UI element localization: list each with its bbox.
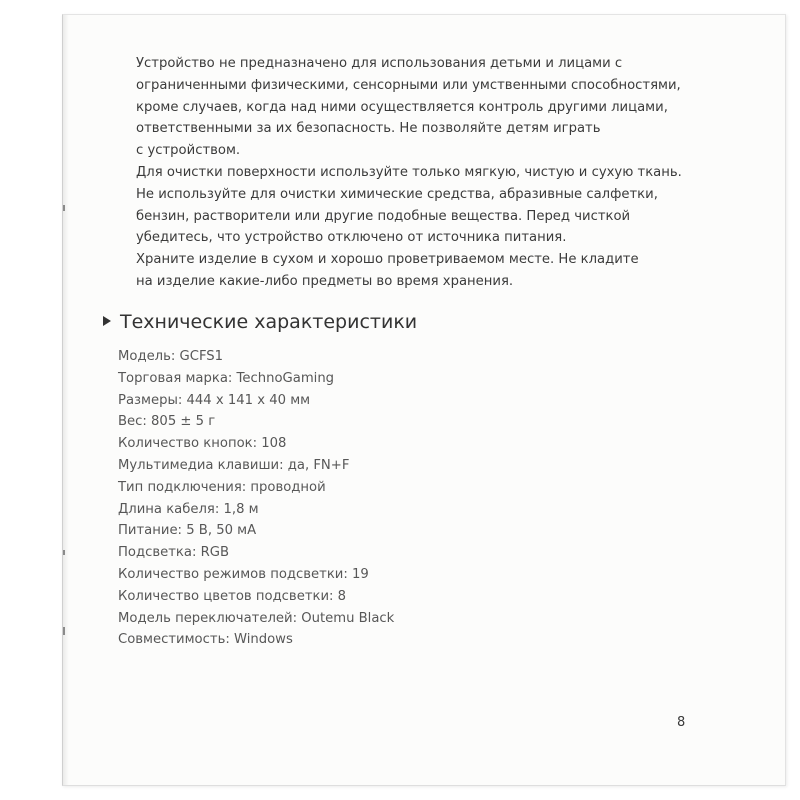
spine-shadow <box>63 15 69 785</box>
paragraph-line: Не используйте для очистки химические средства, абразивные салфетки, <box>136 186 658 202</box>
spec-item: Тип подключения: проводной <box>118 479 326 495</box>
spec-item: Питание: 5 В, 50 мА <box>118 523 257 539</box>
paragraph-line: убедитесь, что устройство отключено от источника питания. <box>136 230 567 246</box>
spec-item: Размеры: 444 x 141 x 40 мм <box>118 392 311 408</box>
document-page <box>62 14 786 786</box>
binding-mark <box>63 205 65 211</box>
page-number: 8 <box>677 715 686 730</box>
spec-item: Мультимедиа клавиши: да, FN+F <box>118 457 350 473</box>
paragraph-line: Храните изделие в сухом и хорошо проветриваемом месте. Не кладите <box>136 252 639 268</box>
safety-paragraph <box>136 53 736 293</box>
paragraph-line: кроме случаев, когда над ними осуществляется контроль другими лицами, <box>136 99 668 115</box>
paragraph-line: Устройство не предназначено для использования детьми и лицами с <box>136 56 623 71</box>
paragraph-line: ответственными за их безопасность. Не позволяйте детям играть <box>136 121 601 137</box>
paragraph-line: с устройством. <box>136 143 241 159</box>
spec-item: Торговая марка: TechnoGaming <box>118 370 335 386</box>
paragraph-line: Для очистки поверхности используйте только мягкую, чистую и сухую ткань. <box>136 164 682 180</box>
spec-item: Количество кнопок: 108 <box>118 436 287 452</box>
binding-mark <box>63 627 65 635</box>
spec-item: Длина кабеля: 1,8 м <box>118 501 259 517</box>
spec-item: Количество режимов подсветки: 19 <box>118 566 369 582</box>
section-heading <box>103 311 417 333</box>
spec-item: Модель переключателей: Outemu Black <box>118 610 395 626</box>
paragraph-line: на изделие какие-либо предметы во время хранения. <box>136 273 514 289</box>
section-title: Технические характеристики <box>120 311 418 333</box>
paragraph-line: бензин, растворители или другие подобные вещества. Перед чисткой <box>136 208 631 224</box>
triangle-bullet-icon <box>103 316 111 326</box>
spec-item: Модель: GCFS1 <box>118 349 224 364</box>
spec-item: Количество цветов подсветки: 8 <box>118 588 347 604</box>
spec-item: Вес: 805 ± 5 г <box>118 414 216 430</box>
binding-mark <box>63 550 65 555</box>
spec-item: Совместимость: Windows <box>118 632 293 648</box>
paragraph-line: ограниченными физическими, сенсорными или умственными способностями, <box>136 77 681 93</box>
spec-item: Подсветка: RGB <box>118 545 230 561</box>
specs-list <box>118 346 394 651</box>
